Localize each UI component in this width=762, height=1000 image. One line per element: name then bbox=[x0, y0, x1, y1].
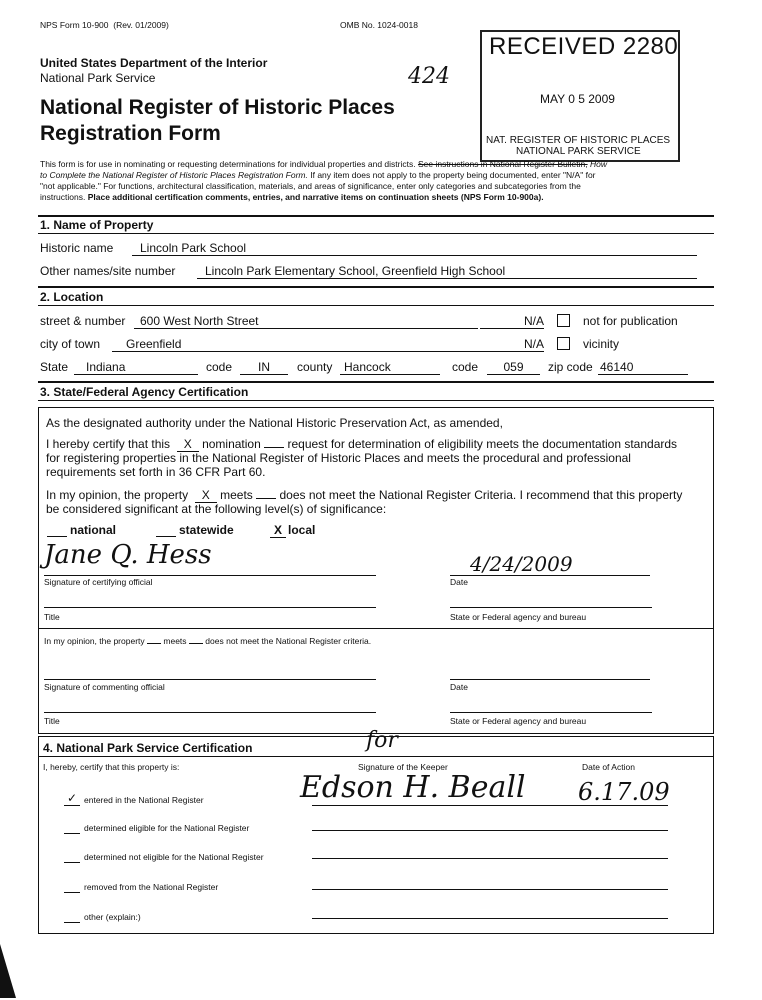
state-label: State bbox=[40, 360, 69, 374]
department-name: United States Department of the Interior bbox=[40, 56, 268, 70]
option-not-eligible-label: determined not eligible for the National Register bbox=[84, 852, 264, 862]
page-subtitle: Registration Form bbox=[40, 122, 221, 145]
county-field[interactable]: Hancock bbox=[340, 360, 440, 375]
section-2-heading: 2. Location bbox=[40, 290, 104, 304]
scan-artifact bbox=[0, 944, 16, 998]
option-other-label: other (explain:) bbox=[84, 912, 141, 922]
level-national-blank[interactable] bbox=[47, 523, 67, 537]
certify-nomination-mark[interactable]: X bbox=[177, 437, 199, 452]
option-eligible-label: determined eligible for the National Register bbox=[84, 823, 250, 833]
commenting-not-meet-blank[interactable] bbox=[189, 643, 203, 644]
certifying-signature-label: Signature of certifying official bbox=[44, 577, 153, 587]
option-removed-mark[interactable] bbox=[64, 879, 80, 893]
historic-name-label: Historic name bbox=[40, 241, 114, 255]
certifying-signature: Jane Q. Hess bbox=[44, 540, 212, 570]
action-date-value: 6.17.09 bbox=[578, 778, 670, 806]
level-local-label: local bbox=[288, 523, 316, 537]
county-code-field[interactable]: 059 bbox=[487, 360, 540, 375]
level-local-mark[interactable]: X bbox=[270, 523, 286, 538]
option-other-mark[interactable] bbox=[64, 909, 80, 923]
city-field[interactable]: Greenfield bbox=[112, 337, 480, 352]
commenting-date-label: Date bbox=[450, 682, 468, 692]
commenting-agency-label: State or Federal agency and bureau bbox=[450, 716, 587, 726]
service-name: National Park Service bbox=[40, 71, 156, 85]
option-entered-label: entered in the National Register bbox=[84, 795, 204, 805]
stamp-line1: NAT. REGISTER OF HISTORIC PLACES bbox=[486, 135, 671, 146]
other-names-field[interactable]: Lincoln Park Elementary School, Greenfield High School bbox=[197, 264, 697, 279]
commenting-title-label: Title bbox=[44, 716, 60, 726]
city-na[interactable]: N/A bbox=[480, 337, 544, 352]
stamp-date: MAY 0 5 2009 bbox=[540, 92, 615, 106]
option-eligible-mark[interactable] bbox=[64, 820, 80, 834]
option-not-eligible-mark[interactable] bbox=[64, 849, 80, 863]
stamp-line2: NATIONAL PARK SERVICE bbox=[516, 146, 641, 157]
street-field[interactable]: 600 West North Street bbox=[134, 314, 478, 329]
form-number: NPS Form 10-900 (Rev. 01/2009) bbox=[40, 20, 169, 30]
page-title: National Register of Historic Places bbox=[40, 96, 395, 119]
street-label: street & number bbox=[40, 314, 126, 328]
certifying-date-value: 4/24/2009 bbox=[470, 552, 573, 576]
opinion-line-1: In my opinion, the property X meets does not meet the National Register Criteria. I recommend that this property bbox=[46, 488, 683, 502]
not-for-publication-label: not for publication bbox=[583, 314, 678, 328]
section-3-heading: 3. State/Federal Agency Certification bbox=[40, 385, 249, 399]
state-code-field[interactable]: IN bbox=[240, 360, 288, 375]
stamp-received: RECEIVED 2280 bbox=[489, 33, 679, 60]
authority-text: As the designated authority under the National Historic Preservation Act, as amended, bbox=[46, 416, 503, 430]
zip-field[interactable]: 46140 bbox=[598, 360, 688, 375]
not-for-publication-checkbox[interactable] bbox=[557, 314, 570, 327]
street-na[interactable]: N/A bbox=[480, 314, 544, 329]
level-statewide-blank[interactable] bbox=[156, 523, 176, 537]
certifying-title-label: Title bbox=[44, 612, 60, 622]
commenting-meets-blank[interactable] bbox=[147, 643, 161, 644]
level-statewide-label: statewide bbox=[179, 523, 234, 537]
state-code-label: code bbox=[206, 360, 233, 374]
nps-certify-text: I, hereby, certify that this property is: bbox=[43, 762, 180, 772]
other-names-label: Other names/site number bbox=[40, 264, 176, 278]
commenting-opinion-line: In my opinion, the property meets does not meet the National Register criteria. bbox=[44, 636, 372, 646]
opinion-not-meet-blank[interactable] bbox=[256, 498, 276, 499]
commenting-signature-label: Signature of commenting official bbox=[44, 682, 165, 692]
opinion-meets-mark[interactable]: X bbox=[195, 488, 217, 503]
option-entered-mark[interactable]: ✓ bbox=[64, 792, 80, 806]
date-of-action-label: Date of Action bbox=[582, 762, 635, 772]
section-4-heading: 4. National Park Service Certification bbox=[43, 741, 253, 755]
intro-paragraph: This form is for use in nominating or requesting determinations for individual properties and districts. See instructions in National Register Bulletin, How to Complete the National Register of Historic Places Registration Form. If any item does not apply to the property being documented, enter "N/A" for "not applicable." For functions, architectural classification, materials, and areas of significance, enter only categories and subcategories from the instructions. Place additional certification comments, entries, and narrative items on continuation sheets (NPS Form 10-900a). bbox=[40, 159, 607, 202]
certifying-agency-label: State or Federal agency and bureau bbox=[450, 612, 587, 622]
certify-request-blank[interactable] bbox=[264, 447, 284, 448]
omb-number: OMB No. 1024-0018 bbox=[340, 20, 418, 30]
keeper-signature-label: Signature of the Keeper bbox=[358, 762, 448, 772]
handwritten-number: 424 bbox=[408, 64, 450, 89]
section-1-heading: 1. Name of Property bbox=[40, 218, 154, 232]
option-removed-label: removed from the National Register bbox=[84, 882, 219, 892]
state-field[interactable]: Indiana bbox=[74, 360, 198, 375]
zip-label: zip code bbox=[548, 360, 593, 374]
level-national-label: national bbox=[70, 523, 117, 537]
county-code-label: code bbox=[452, 360, 479, 374]
county-label: county bbox=[297, 360, 333, 374]
certify-line-3: requirements set forth in 36 CFR Part 60. bbox=[46, 465, 266, 479]
keeper-signature: Edson H. Beall bbox=[300, 770, 526, 805]
keeper-for-note: for bbox=[366, 728, 398, 753]
vicinity-checkbox[interactable] bbox=[557, 337, 570, 350]
city-label: city of town bbox=[40, 337, 101, 351]
certifying-date-label: Date bbox=[450, 577, 468, 587]
opinion-line-2: be considered significant at the following level(s) of significance: bbox=[46, 502, 387, 516]
certify-line-2: for registering properties in the National Register of Historic Places and meets the procedural and professional bbox=[46, 451, 631, 465]
certify-line-1: I hereby certify that this X nomination request for determination of eligibility meets the documentation standards bbox=[46, 437, 678, 451]
vicinity-label: vicinity bbox=[583, 337, 620, 351]
historic-name-field[interactable]: Lincoln Park School bbox=[132, 241, 697, 256]
